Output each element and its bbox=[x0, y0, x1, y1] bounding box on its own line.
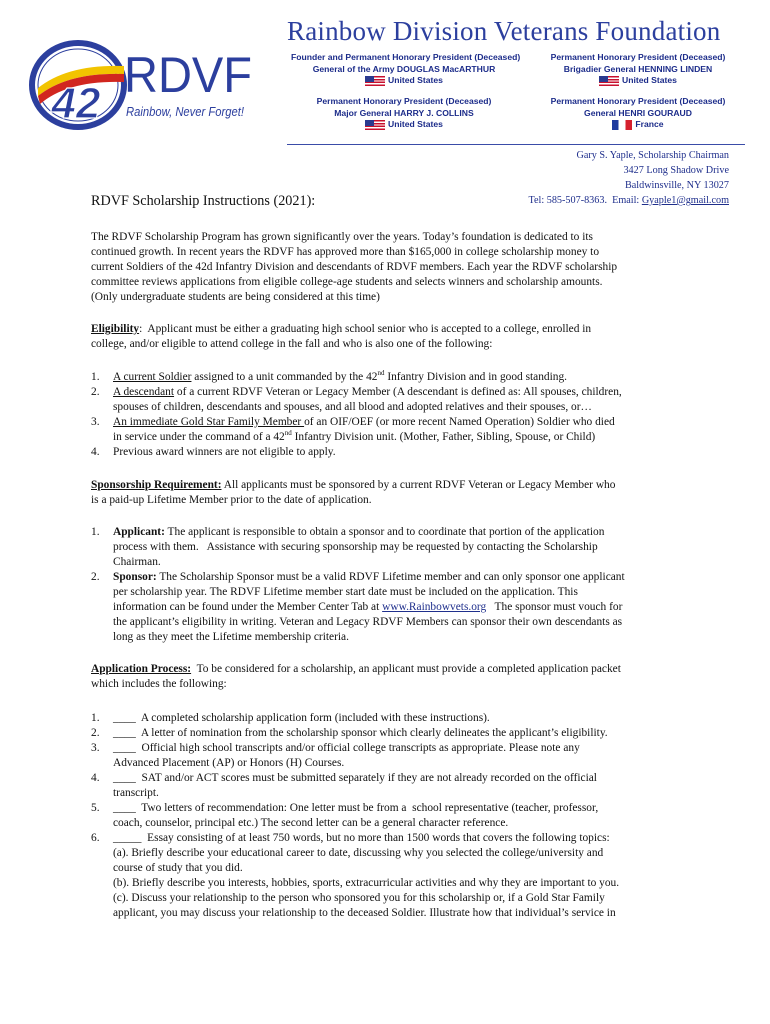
honorary-president-1 bbox=[291, 52, 521, 89]
organization-title: Rainbow Division Veterans Foundation bbox=[287, 16, 721, 46]
honorary-role: Permanent Honorary President (Deceased) bbox=[316, 96, 492, 106]
essay-topic-text: course of study that you did. bbox=[113, 862, 243, 875]
sponsorship-heading: Sponsorship Requirement: bbox=[91, 479, 222, 491]
contact-street: 3427 Long Shadow Drive bbox=[623, 165, 729, 176]
honorary-president-3 bbox=[291, 96, 517, 133]
list-number: 2. bbox=[91, 571, 100, 583]
eligibility-paragraph bbox=[91, 322, 731, 352]
eligibility-term: An immediate Gold Star Family Member bbox=[113, 416, 305, 428]
sponsorship-text: the applicant’s eligibility in writing. Veteran and Legacy RDVF Members can sponsor their own descendants as bbox=[113, 616, 623, 629]
eligibility-text: of a current RDVF Veteran or Legacy Member (A descendant is defined as: All spouses, children, bbox=[174, 386, 622, 398]
sponsorship-text: information can be found under the Member Center Tab at bbox=[113, 601, 383, 614]
intro-paragraph bbox=[91, 230, 731, 305]
application-line: which includes the following: bbox=[91, 678, 227, 691]
rainbowvets-link[interactable]: www.Rainbowvets.org bbox=[382, 601, 487, 614]
list-number: 4. bbox=[91, 772, 100, 784]
eligibility-text: assigned to a unit commanded by the 42 bbox=[191, 371, 378, 383]
list-number: 3. bbox=[91, 416, 100, 428]
sponsorship-text: The Scholarship Sponsor must be a valid RDVF Lifetime member and can only sponsor one applicant bbox=[156, 571, 625, 583]
header-divider bbox=[287, 144, 745, 145]
ordinal-suffix: nd bbox=[284, 429, 292, 438]
rdvf-logo bbox=[28, 36, 260, 132]
logo-number: 42 bbox=[51, 79, 101, 128]
contact-block bbox=[529, 148, 730, 208]
list-number: 5. bbox=[91, 802, 100, 814]
essay-topic-text: (a). Briefly describe your educational career to date, discussing why you selected the college/university and bbox=[113, 847, 604, 860]
honorary-president-4 bbox=[528, 96, 748, 133]
list-number: 1. bbox=[91, 712, 100, 724]
logo-letters: RDVF bbox=[124, 47, 252, 103]
sponsorship-label: Applicant: bbox=[113, 526, 165, 538]
checklist-text: Advanced Placement (AP) or Honors (H) Courses. bbox=[113, 757, 345, 770]
honorary-president-2 bbox=[528, 52, 748, 89]
checklist-text: ____ Two letters of recommendation: One letter must be from a school representative (teacher, professor, bbox=[113, 802, 599, 814]
sponsorship-text: The sponsor must vouch for bbox=[486, 601, 623, 614]
sponsorship-text: process with them. Assistance with securing sponsorship may be requested by contacting the Scholarship bbox=[113, 541, 598, 554]
honorary-role: Permanent Honorary President (Deceased) bbox=[550, 96, 726, 106]
us-flag-icon bbox=[365, 76, 385, 86]
honorary-role: Permanent Honorary President (Deceased) bbox=[550, 52, 726, 62]
eligibility-text: in service under the command of a 42 bbox=[113, 431, 285, 444]
sponsorship-text: per scholarship year. The RDVF Lifetime member start date must be included on the application. This bbox=[113, 586, 578, 599]
eligibility-heading: Eligibility bbox=[91, 323, 140, 335]
eligibility-text: Previous award winners are not eligible to apply. bbox=[113, 446, 336, 458]
intro-line: committee reviews applications from eligible college-age students and selects winners and scholarship amounts. bbox=[91, 276, 603, 289]
us-flag-icon bbox=[365, 120, 385, 130]
intro-line: continued growth. In recent years the RDVF has approved more than $165,000 in college scholarship money to bbox=[91, 246, 600, 259]
list-number: 1. bbox=[91, 371, 100, 383]
essay-topic-text: applicant, you may discuss your relationship to the deceased Soldier. Illustrate how that individual’s service in bbox=[113, 907, 616, 920]
list-number: 2. bbox=[91, 727, 100, 739]
intro-line: (Only undergraduate students are being considered at this time) bbox=[91, 291, 380, 304]
sponsorship-line: is a paid-up Lifetime Member prior to the date of application. bbox=[91, 494, 372, 507]
eligibility-term: A descendant bbox=[113, 386, 175, 398]
france-flag-icon bbox=[612, 120, 632, 130]
list-number: 1. bbox=[91, 526, 100, 538]
checklist-text: ____ A completed scholarship application form (included with these instructions). bbox=[113, 712, 490, 724]
intro-line: The RDVF Scholarship Program has grown significantly over the years. Today’s foundation is dedicated to its bbox=[91, 231, 593, 243]
application-heading: Application Process: bbox=[91, 663, 192, 675]
application-lead: To be considered for a scholarship, an applicant must provide a completed application packet bbox=[191, 663, 621, 675]
sponsorship-text: The applicant is responsible to obtain a sponsor and to coordinate that portion of the application bbox=[164, 526, 605, 538]
sponsorship-label: Sponsor: bbox=[113, 571, 157, 583]
checklist-text: transcript. bbox=[113, 787, 159, 800]
honorary-country: United States bbox=[388, 75, 443, 85]
contact-email-link[interactable]: Gyaple1@gmail.com bbox=[641, 195, 729, 206]
sponsorship-lead: All applicants must be sponsored by a current RDVF Veteran or Legacy Member who bbox=[221, 479, 616, 491]
contact-name: Gary S. Yaple, Scholarship Chairman bbox=[576, 150, 729, 161]
contact-city: Baldwinsville, NY 13027 bbox=[624, 180, 729, 191]
eligibility-text: spouses of children, descendants and spouses, and all blood and adopted relatives and their spouses, or… bbox=[113, 401, 592, 414]
eligibility-text: of an OIF/OEF (or more recent Named Operation) Soldier who died bbox=[304, 416, 615, 428]
us-flag-icon bbox=[599, 76, 619, 86]
honorary-name: Major General HARRY J. COLLINS bbox=[334, 107, 474, 118]
checklist-text: ____ A letter of nomination from the scholarship sponsor which clearly delineates the applicant’s eligibility. bbox=[113, 727, 608, 739]
checklist-text: coach, counselor, principal etc.) The second letter can be a general character reference. bbox=[113, 817, 509, 830]
document-title: RDVF Scholarship Instructions (2021): bbox=[91, 193, 316, 209]
intro-line: current Soldiers of the 42d Infantry Division and descendants of RDVF members. Each year the RDVF scholarship bbox=[91, 261, 618, 274]
eligibility-line: college, and/or eligible to attend college in the fall and who is also one of the following: bbox=[91, 338, 493, 351]
honorary-country: France bbox=[635, 119, 664, 129]
list-number: 3. bbox=[91, 742, 100, 754]
sponsorship-paragraph bbox=[91, 478, 731, 508]
rdvf-logo-graphic bbox=[28, 36, 260, 132]
essay-topic-text: (c). Discuss your relationship to the person who sponsored you for this scholarship or, if a Gold Star Family bbox=[113, 892, 605, 905]
eligibility-lead: : Applicant must be either a graduating high school senior who is accepted to a college, enrolled in bbox=[139, 323, 592, 335]
honorary-country: United States bbox=[388, 119, 443, 129]
sponsorship-text: long as they meet the Lifetime membership criteria. bbox=[113, 631, 349, 644]
sponsorship-text: Chairman. bbox=[113, 556, 161, 569]
honorary-name: Brigadier General HENNING LINDEN bbox=[563, 63, 713, 74]
honorary-name: General HENRI GOURAUD bbox=[584, 107, 692, 118]
list-number: 4. bbox=[91, 446, 100, 458]
honorary-name: General of the Army DOUGLAS MacARTHUR bbox=[312, 63, 496, 74]
checklist-text: _____ Essay consisting of at least 750 words, but no more than 1500 words that covers the following topics: bbox=[113, 832, 610, 844]
checklist-text: ____ Official high school transcripts and/or official college transcripts as appropriate. Please note any bbox=[113, 742, 580, 754]
logo-motto: Rainbow, Never Forget! bbox=[126, 104, 245, 119]
list-number: 6. bbox=[91, 832, 100, 844]
ordinal-suffix: nd bbox=[377, 369, 385, 378]
honorary-country: United States bbox=[622, 75, 677, 85]
eligibility-text: Infantry Division and in good standing. bbox=[384, 371, 568, 383]
eligibility-term: A current Soldier bbox=[113, 371, 192, 383]
eligibility-text: Infantry Division unit. (Mother, Father, Sibling, Spouse, or Child) bbox=[291, 431, 596, 444]
checklist-text: ____ SAT and/or ACT scores must be submitted separately if they are not already recorded on the official bbox=[113, 772, 597, 784]
honorary-role: Founder and Permanent Honorary President (Deceased) bbox=[291, 52, 521, 62]
list-number: 2. bbox=[91, 386, 100, 398]
essay-topic-text: (b). Briefly describe you interests, hobbies, sports, extracurricular activities and why they are important to you. bbox=[113, 877, 620, 890]
contact-tel: Tel: 585-507-8363. Email: bbox=[528, 195, 642, 206]
application-paragraph bbox=[91, 662, 731, 692]
